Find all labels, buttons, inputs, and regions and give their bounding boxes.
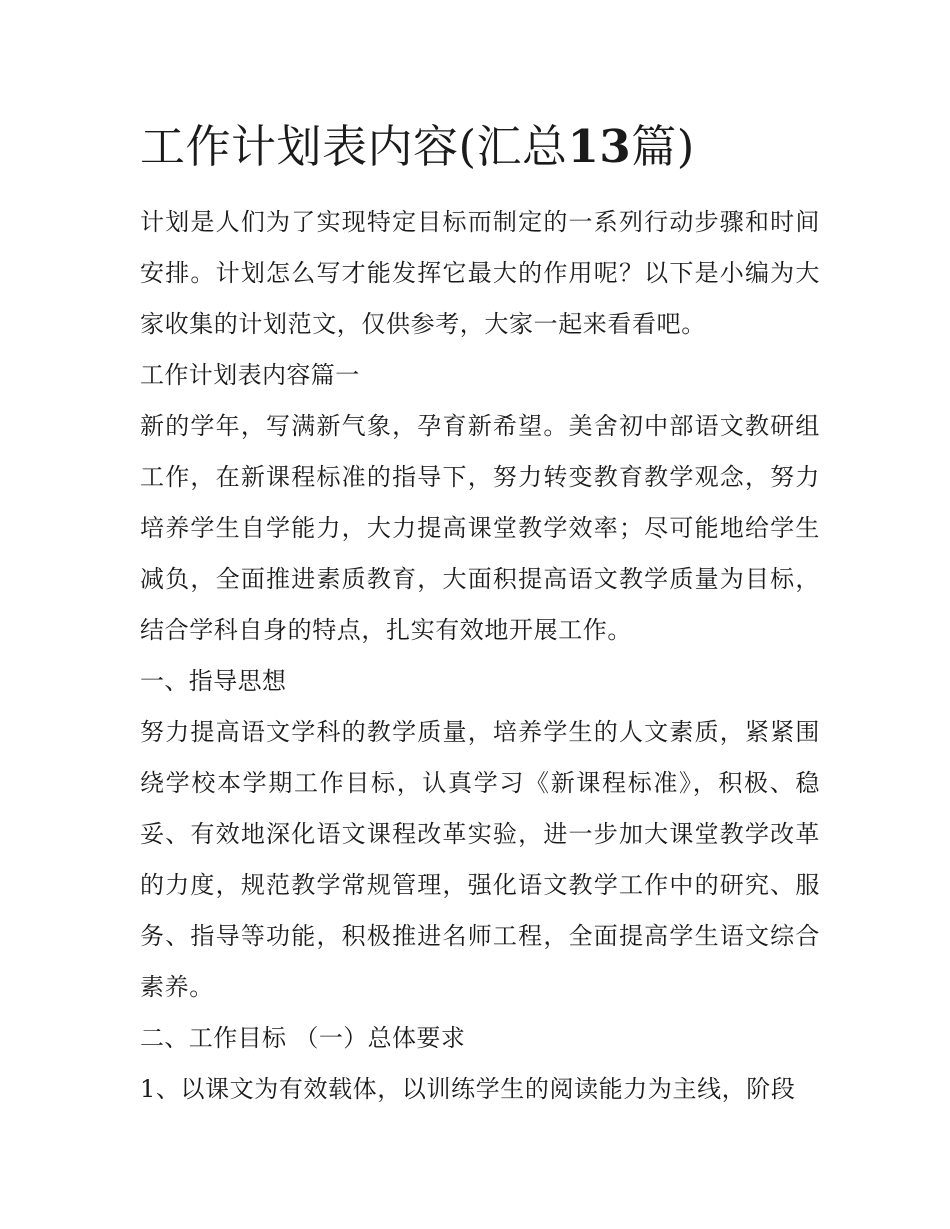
title-suffix: 篇) xyxy=(631,120,695,173)
heading-guiding-ideology: 一、指导思想 xyxy=(140,667,287,695)
intro-paragraph: 计划是人们为了实现特定目标而制定的一系列行动步骤和时间安排。计划怎么写才能发挥它最大的作用呢？以下是小编为大家收集的计划范文，仅供参考，大家一起来看看吧。 xyxy=(140,208,820,338)
document-body xyxy=(140,197,820,1115)
heading-work-goals: 二、工作目标 （一）总体要求 xyxy=(140,1024,466,1052)
paragraph-3: 1、以课文为有效载体，以训练学生的阅读能力为主线，阶段 xyxy=(140,1075,796,1103)
document-title xyxy=(140,118,695,176)
paragraph-1: 新的学年，写满新气象，孕育新希望。美舍初中部语文教研组工作，在新课程标准的指导下，努力转变教育教学观念，努力培养学生自学能力，大力提高课堂教学效率；尽可能地给学生减负，全面推进素质教育，大面积提高语文教学质量为目标，结合学科自身的特点，扎实有效地开展工作。 xyxy=(140,412,820,644)
section-title: 工作计划表内容篇一 xyxy=(140,361,360,389)
paragraph-2: 努力提高语文学科的教学质量，培养学生的人文素质，紧紧围绕学校本学期工作目标，认真学习《新课程标准》，积极、稳妥、有效地深化语文课程改革实验，进一步加大课堂教学改革的力度，规范教学常规管理，强化语文教学工作中的研究、服务、指导等功能，积极推进名师工程，全面提高学生语文综合素养。 xyxy=(140,718,820,1001)
title-count: 13 xyxy=(567,120,632,173)
title-text: 工作计划表内容(汇总 xyxy=(140,120,568,173)
